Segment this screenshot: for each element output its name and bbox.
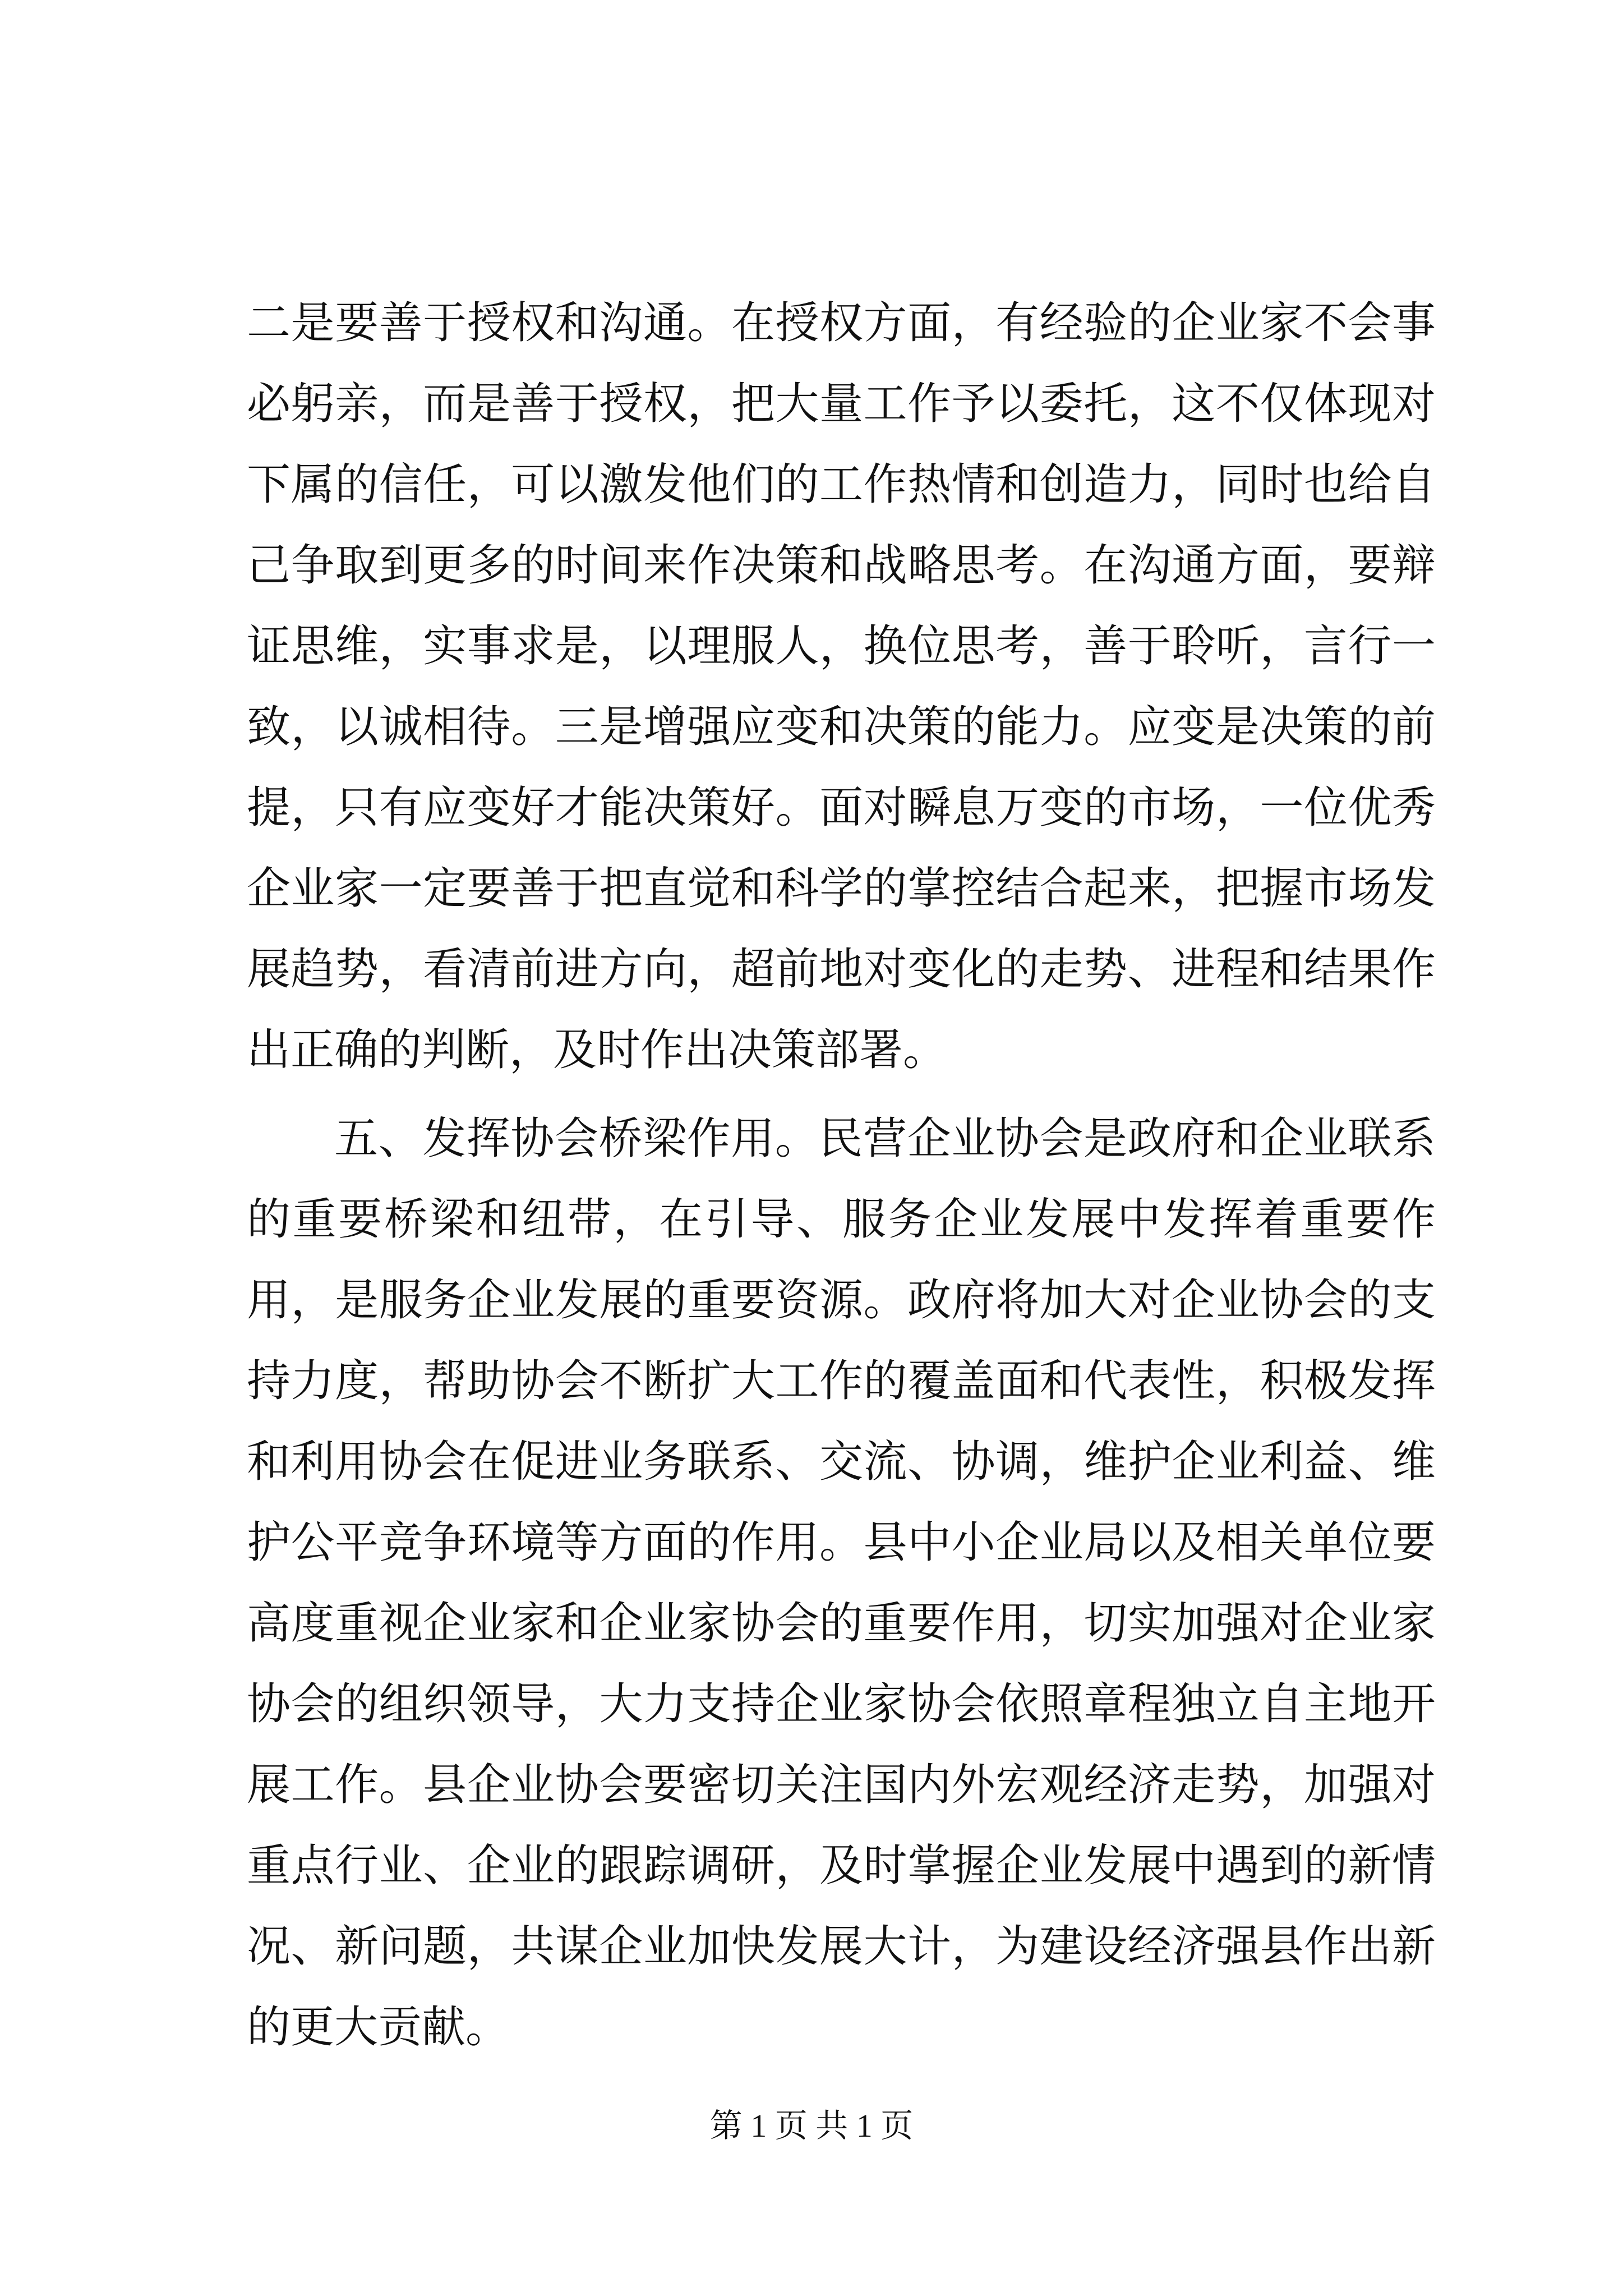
page-number-footer: 第 1 页 共 1 页 [709, 2108, 914, 2144]
document-body [247, 283, 1436, 2068]
paragraph-association-bridge: 五、发挥协会桥梁作用。民营企业协会是政府和企业联系的重要桥梁和纽带，在引导、服务企业发展中发挥着重要作用，是服务企业发展的重要资源。政府将加大对企业协会的支持力度，帮助协会不断扩大工作的覆盖面和代表性，积极发挥和利用协会在促进业务联系、交流、协调，维护企业利益、维护公平竞争环境等方面的作用。县中小企业局以及相关单位要高度重视企业家和企业家协会的重要作用，切实加强对企业家协会的组织领导，大力支持企业家协会依照章程独立自主地开展工作。县企业协会要密切关注国内外宏观经济走势，加强对重点行业、企业的跟踪调研，及时掌握企业发展中遇到的新情况、新问题，共谋企业加快发展大计，为建设经济强县作出新的更大贡献。 [247, 1114, 1436, 2053]
paragraph-continuation: 二是要善于授权和沟通。在授权方面，有经验的企业家不会事必躬亲，而是善于授权，把大量工作予以委托，这不仅体现对下属的信任，可以激发他们的工作热情和创造力，同时也给自己争取到更多的时间来作决策和战略思考。在沟通方面，要辩证思维，实事求是，以理服人，换位思考，善于聆听，言行一致，以诚相待。三是增强应变和决策的能力。应变是决策的前提，只有应变好才能决策好。面对瞬息万变的市场，一位优秀企业家一定要善于把直觉和科学的掌控结合起来，把握市场发展趋势，看清前进方向，超前地对变化的走势、进程和结果作出正确的判断，及时作出决策部署。 [247, 298, 1436, 1075]
